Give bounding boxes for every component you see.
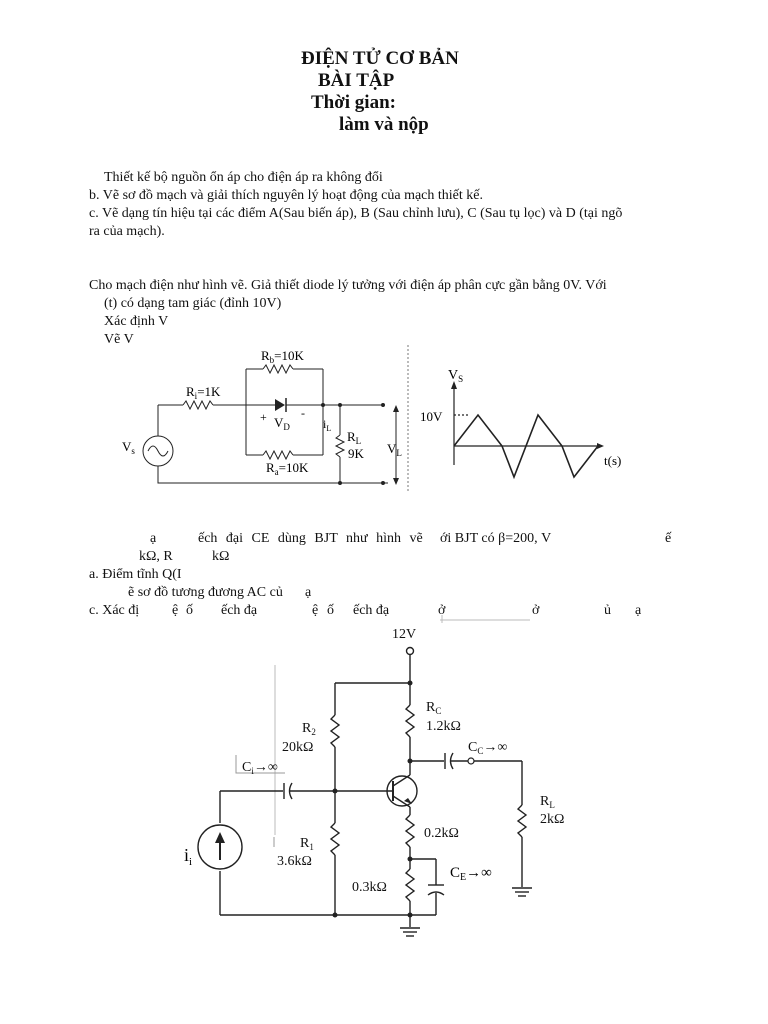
r1-label: $R_1$ — [300, 836, 314, 852]
ri-label: $R_i=1K$ — [186, 384, 221, 401]
rb-label: $R_b=10K$ — [261, 348, 304, 365]
problem2-line1: Cho mạch điện như hình vẽ. Giả thiết diode lý tưởng với điện áp phân cực gần bằng 0V. Với — [89, 278, 607, 293]
re1-value: 0.2kΩ — [424, 826, 459, 841]
time-axis-label: t(s) — [604, 453, 622, 468]
problem1-intro: Thiết kế bộ nguồn ổn áp cho điện áp ra không đổi — [104, 170, 383, 185]
problem3-c5: ệ — [312, 603, 319, 618]
rl-label: $R_L$ — [540, 794, 555, 810]
vcc-label: 12V — [392, 627, 417, 642]
rc-label: $R_C$ — [426, 700, 442, 716]
triangle-waveform-graph — [418, 365, 638, 480]
problem1-c2: ra của mạch). — [89, 224, 165, 239]
problem2-line2: (t) có dạng tam giác (đỉnh 10V) — [104, 296, 282, 311]
submit-label: làm và nộp — [339, 114, 429, 135]
problem3-l1c: ới BJT có β=200, V — [440, 531, 552, 546]
problem3-c9: ở — [532, 603, 540, 618]
problem3-c11: ạ — [635, 603, 642, 618]
re2-value: 0.3kΩ — [352, 880, 387, 895]
problem3-c2: ệ — [172, 603, 179, 618]
problem3-c8: ở — [438, 603, 446, 618]
r2-value: 20kΩ — [282, 740, 314, 755]
problem3-l1b: ếch đại CE dùng BJT như hình vẽ — [198, 531, 423, 546]
problem3-l1d: ế — [665, 531, 672, 546]
problem3-a: a. Điểm tĩnh Q(I — [89, 567, 182, 582]
il-label: $i_L$ — [323, 417, 332, 433]
r2-label: $R_2$ — [302, 721, 316, 737]
ci-label: $C_i\to\infty$ — [242, 760, 278, 776]
vd-minus: - — [301, 406, 305, 420]
problem3-c4: ếch đạ — [221, 603, 258, 618]
problem3-c6: ố — [327, 603, 334, 618]
problem2-line3: Xác định V — [104, 314, 169, 329]
bjt-amplifier-diagram — [180, 615, 580, 950]
time-label: Thời gian: — [311, 92, 396, 113]
rl-label: $R_L$ — [347, 429, 362, 446]
problem3-c: c. Xác đị — [89, 603, 140, 618]
vl-label: $V_L$ — [387, 441, 402, 458]
problem1-b: b. Vẽ sơ đồ mạch và giải thích nguyên lý hoạt động của mạch thiết kế. — [89, 188, 483, 203]
problem3-l2a: kΩ, R — [139, 549, 173, 564]
doc-title: ĐIỆN TỬ CƠ BẢN — [301, 48, 459, 69]
doc-subtitle: BÀI TẬP — [318, 70, 395, 91]
problem3-c7: ếch đạ — [353, 603, 390, 618]
rl-value: 9K — [348, 446, 364, 461]
problem3-b2: ạ — [305, 585, 312, 600]
problem3-c3: ố — [186, 603, 193, 618]
problem3-l1a: ạ — [150, 531, 157, 546]
cc-label: $C_C\to\infty$ — [468, 740, 508, 756]
problem3-b: ẽ sơ đồ tương đương AC củ — [128, 585, 283, 600]
rc-value: 1.2kΩ — [426, 719, 461, 734]
diode-circuit-diagram — [118, 343, 414, 495]
rl-value: 2kΩ — [540, 812, 565, 827]
vs-axis-label: $V_S$ — [448, 368, 464, 384]
ce-label: $C_E\to\infty$ — [450, 865, 492, 883]
problem1-c1: c. Vẽ dạng tín hiệu tại các điểm A(Sau biến áp), B (Sau chỉnh lưu), C (Sau tụ lọc) và D (tại ngõ — [89, 206, 623, 221]
ra-label: $R_a=10K$ — [266, 460, 309, 477]
vs-label: $V_s$ — [122, 439, 135, 456]
peak-label: 10V — [420, 409, 443, 424]
vd-plus: + — [260, 410, 267, 424]
problem3-c10: ủ — [604, 603, 611, 618]
ii-label: $i_i$ — [184, 845, 193, 868]
r1-value: 3.6kΩ — [277, 854, 312, 869]
vd-label: $V_D$ — [274, 415, 290, 432]
problem3-l2b: kΩ — [212, 549, 230, 564]
problem2-line4: Vẽ V — [104, 332, 134, 347]
